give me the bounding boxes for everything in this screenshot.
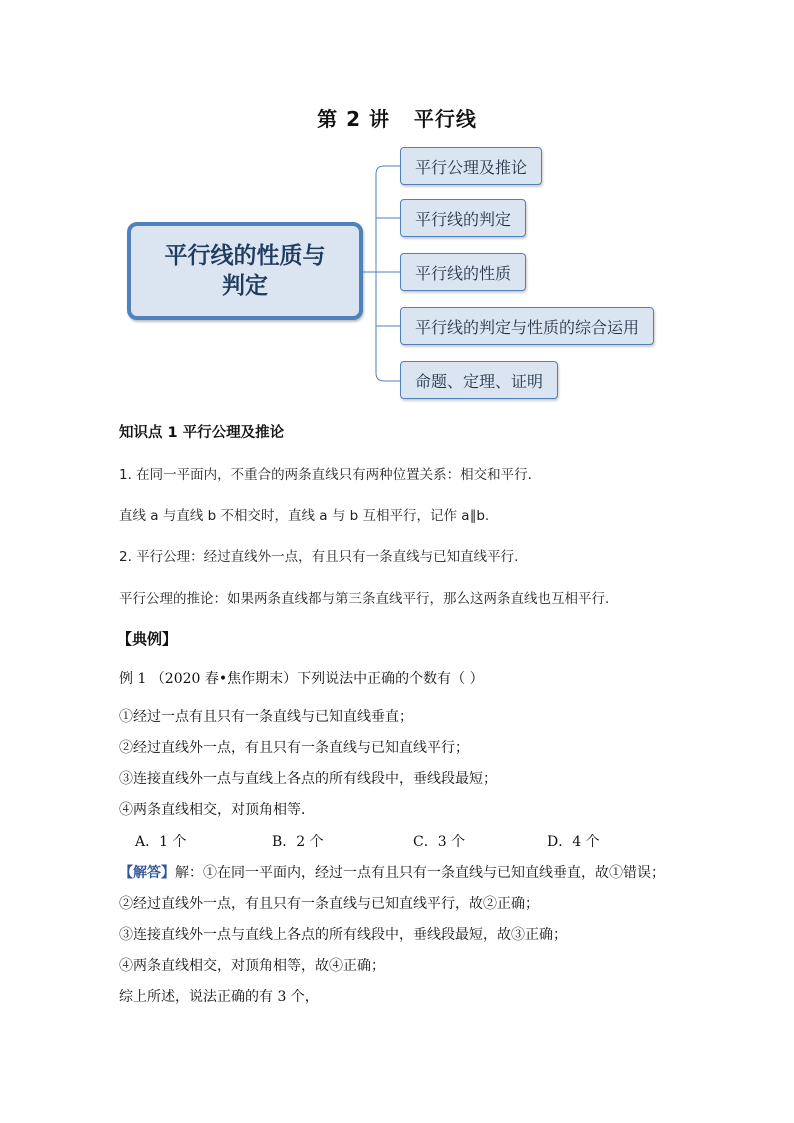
option-c: C．3 个 — [413, 834, 466, 850]
example-item-4: ④两条直线相交，对顶角相等． — [119, 802, 315, 818]
option-a: A．1 个 — [135, 834, 187, 850]
option-d: D．4 个 — [547, 834, 600, 850]
example-item-3: ③连接直线外一点与直线上各点的所有线段中，垂线段最短； — [119, 771, 497, 787]
answer-line-1 — [119, 862, 665, 882]
example-item-2: ②经过直线外一点，有且只有一条直线与已知直线平行； — [119, 740, 469, 756]
page-title: 第 2 讲 平行线 — [317, 107, 477, 131]
mind-map-connectors — [0, 0, 794, 420]
mind-map-branch-1: 平行公理及推论 — [400, 147, 542, 185]
answer-line-4: ④两条直线相交，对顶角相等，故④正确； — [119, 958, 385, 974]
example-label: 【典例】 — [117, 630, 178, 648]
mind-map-branch-5: 命题、定理、证明 — [400, 361, 558, 399]
answer-text-1: 解：①在同一平面内，经过一点有且只有一条直线与已知直线垂直，故①错误； — [175, 865, 665, 881]
paragraph-4: 平行公理的推论：如果两条直线都与第三条直线平行，那么这两条直线也互相平行. — [119, 591, 610, 607]
example-item-1: ①经过一点有且只有一条直线与已知直线垂直； — [119, 709, 413, 725]
answer-label: 【解答】 — [119, 865, 175, 881]
mind-map-branch-2: 平行线的判定 — [400, 199, 526, 237]
paragraph-3: 2. 平行公理：经过直线外一点，有且只有一条直线与已知直线平行. — [119, 549, 519, 565]
mind-map-branch-3: 平行线的性质 — [400, 253, 526, 291]
mind-map — [0, 0, 794, 420]
mind-map-central-node: 平行线的性质与判定 — [127, 222, 363, 320]
option-b: B．2 个 — [272, 834, 324, 850]
example-question: 例 1 （2020 春•焦作期末）下列说法中正确的个数有（ ） — [119, 671, 484, 687]
section-heading: 知识点 1 平行公理及推论 — [119, 425, 285, 441]
connector-spine — [376, 166, 400, 381]
mind-map-branch-4: 平行线的判定与性质的综合运用 — [400, 307, 654, 345]
answer-line-5: 综上所述，说法正确的有 3 个， — [119, 989, 319, 1005]
answer-line-2: ②经过直线外一点，有且只有一条直线与已知直线平行，故②正确； — [119, 896, 539, 912]
paragraph-1: 1. 在同一平面内，不重合的两条直线只有两种位置关系：相交和平行. — [119, 467, 532, 483]
answer-line-3: ③连接直线外一点与直线上各点的所有线段中，垂线段最短，故③正确； — [119, 927, 567, 943]
paragraph-2: 直线 a 与直线 b 不相交时，直线 a 与 b 互相平行，记作 a∥b. — [119, 508, 490, 524]
